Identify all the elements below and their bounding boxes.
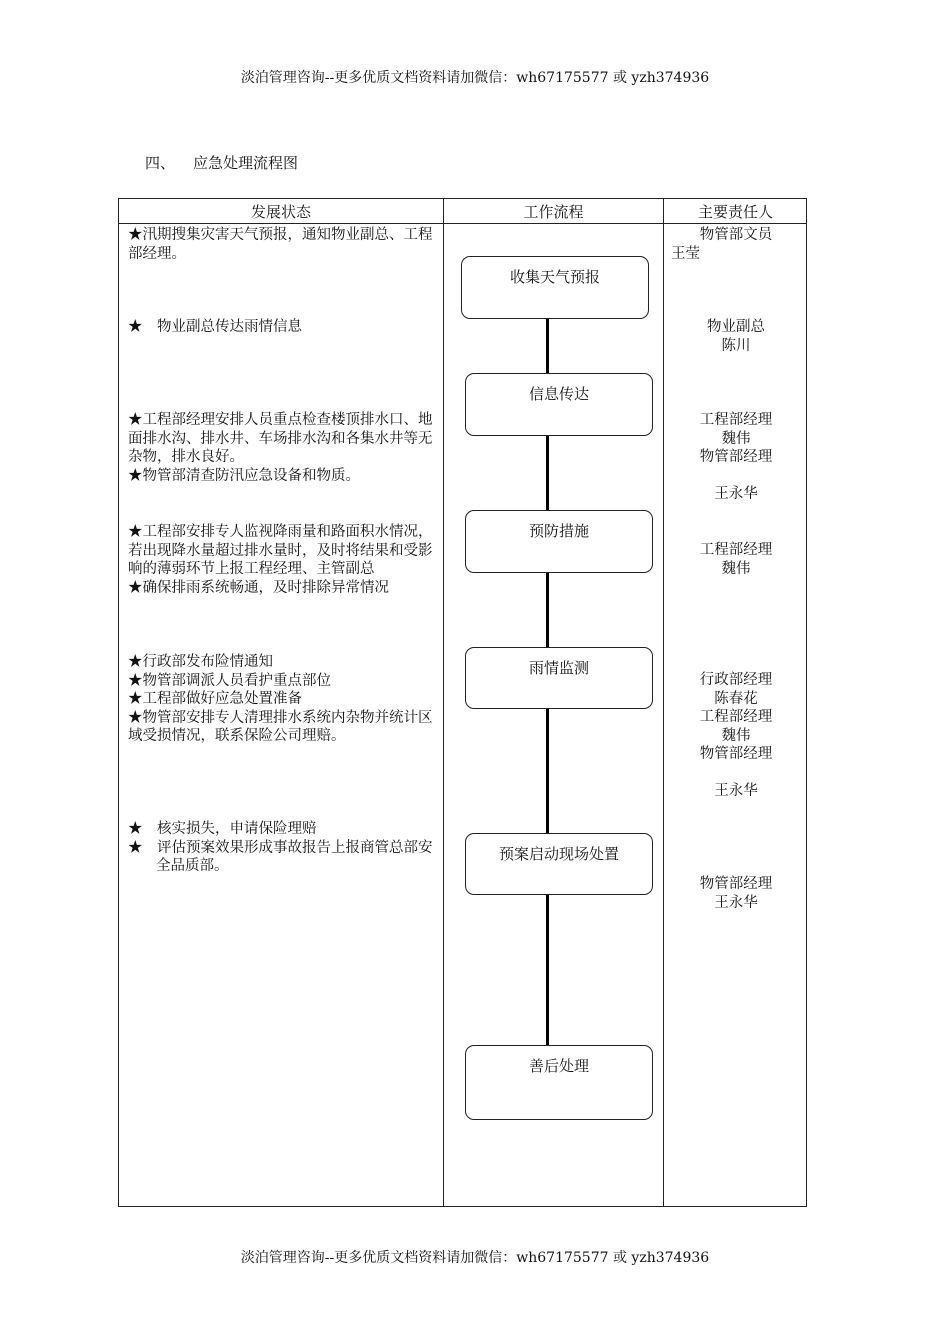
responsible-text: 工程部经理 <box>699 542 773 558</box>
responsible-text: 工程部经理 <box>699 412 773 428</box>
flow-connector <box>546 895 549 1045</box>
state-text: ★物管部调派人员看护重点部位 <box>128 672 331 689</box>
responsible-block-2 <box>665 318 807 355</box>
responsible-text: 王莹 <box>671 245 700 262</box>
state-text: ★ 物业副总传达雨情信息 <box>128 319 302 335</box>
state-text: ★ 核实损失，申请保险理赔 <box>128 821 317 837</box>
responsible-block-3 <box>665 411 807 504</box>
flow-step-collect-forecast: 收集天气预报 <box>461 256 649 319</box>
section-number: 四、 <box>145 154 176 172</box>
responsible-text: 王永华 <box>714 783 758 799</box>
flow-step-rain-monitoring: 雨情监测 <box>465 647 653 709</box>
responsible-text: 陈川 <box>721 337 751 354</box>
page-footer: 淡泊管理咨询--更多优质文档资料请加微信：wh67175577 或 yzh374936 <box>240 1250 710 1266</box>
responsible-text: 王永华 <box>714 486 758 502</box>
responsible-text: 王永华 <box>714 894 758 911</box>
responsible-text: 魏伟 <box>721 560 751 577</box>
column-header-state: 发展状态 <box>250 203 311 221</box>
emergency-flow-table <box>118 198 807 1207</box>
responsible-text: 工程部经理 <box>699 709 773 725</box>
flow-step-prevention: 预防措施 <box>465 510 653 573</box>
flow-connector <box>546 319 549 373</box>
flow-connector <box>546 573 549 647</box>
column-divider <box>443 199 444 1206</box>
flow-connector <box>546 709 549 833</box>
state-text: ★工程部经理安排人员重点检查楼顶排水口、地面排水沟、排水井、车场排水沟和各集水井等无杂物，排水良好。 <box>128 412 433 465</box>
responsible-block-6 <box>665 875 807 912</box>
section-title: 应急处理流程图 <box>193 154 299 172</box>
responsible-text <box>665 467 807 486</box>
state-block-6 <box>128 820 438 876</box>
responsible-text: 行政部经理 <box>699 672 773 688</box>
column-header-workflow: 工作流程 <box>523 203 584 221</box>
column-divider <box>663 199 664 1206</box>
responsible-text: 物管部文员 <box>699 227 773 243</box>
state-block-2 <box>128 318 438 337</box>
state-text: ★行政部发布险情通知 <box>128 654 273 670</box>
column-header-responsible: 主要责任人 <box>697 203 773 221</box>
responsible-text: 物管部经理 <box>699 876 773 892</box>
state-text: ★物管部清查防汛应急设备和物质。 <box>128 467 360 484</box>
responsible-block-4 <box>665 541 807 578</box>
responsible-text <box>665 764 807 783</box>
header-divider <box>119 223 806 224</box>
responsible-text: 陈春花 <box>714 690 758 707</box>
section-heading <box>145 152 298 173</box>
state-text: ★汛期搜集灾害天气预报，通知物业副总、工程部经理。 <box>128 227 433 262</box>
responsible-block-5 <box>665 671 807 801</box>
responsible-text: 物管部经理 <box>699 746 773 762</box>
flow-step-aftermath: 善后处理 <box>465 1045 653 1120</box>
state-text: ★工程部安排专人监视降雨量和路面积水情况，若出现降水量超过排水量时，及时将结果和受影响的薄弱环节上报工程经理、主管副总 <box>128 524 433 577</box>
responsible-text: 魏伟 <box>721 430 751 447</box>
responsible-block-1 <box>665 226 807 263</box>
page-header: 淡泊管理咨询--更多优质文档资料请加微信：wh67175577 或 yzh374936 <box>240 70 710 86</box>
flow-step-info-relay: 信息传达 <box>465 373 653 436</box>
state-block-1 <box>128 226 438 263</box>
responsible-text: 物管部经理 <box>699 449 773 465</box>
state-block-5 <box>128 653 438 746</box>
state-block-3 <box>128 411 438 485</box>
state-block-4 <box>128 523 438 597</box>
state-text: ★物管部安排专人清理排水系统内杂物并统计区域受损情况，联系保险公司理赔。 <box>128 709 433 744</box>
state-text: ★确保排雨系统畅通，及时排除异常情况 <box>128 579 389 596</box>
flow-connector <box>546 436 549 510</box>
flow-step-plan-activation: 预案启动现场处置 <box>465 833 653 895</box>
responsible-text: 物业副总 <box>707 319 765 335</box>
state-text: ★ 评估预案效果形成事故报告上报商管总部安全品质部。 <box>128 839 433 874</box>
state-text: ★工程部做好应急处置准备 <box>128 691 302 707</box>
responsible-text: 魏伟 <box>721 727 751 744</box>
